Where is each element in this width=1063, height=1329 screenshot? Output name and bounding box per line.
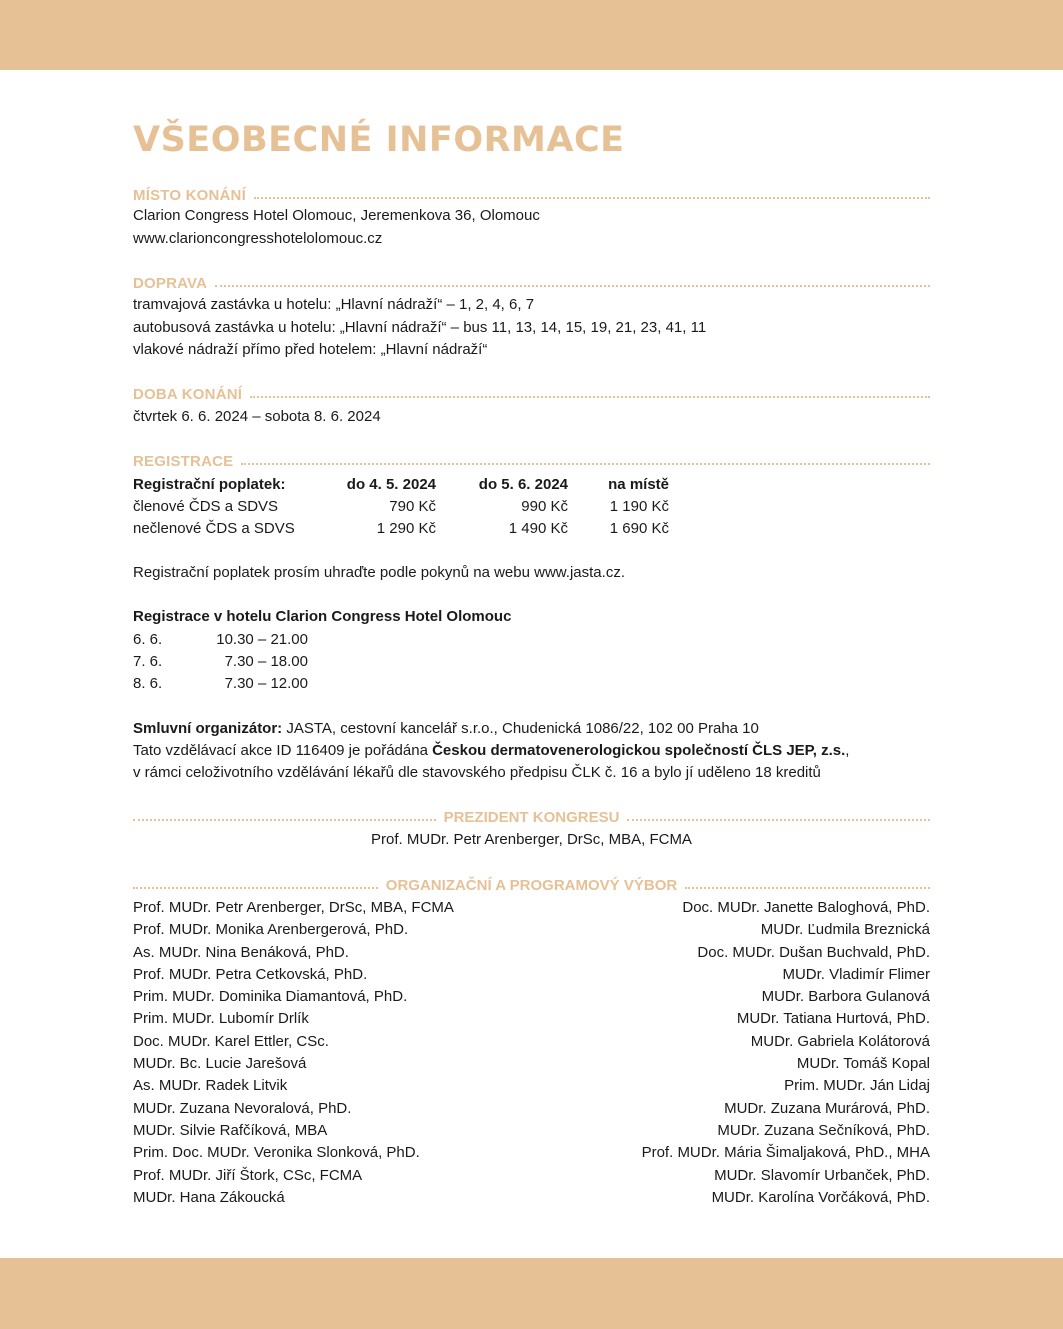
list-item <box>133 1098 930 1120</box>
fee-header-onsite: na místě <box>608 476 669 493</box>
accreditation-line-2: v rámci celoživotního vzdělávání lékařů dle stavovského předpisu ČLK č. 16 a bylo jí uděleno 18 kreditů <box>133 764 821 781</box>
accreditation-line <box>133 740 849 762</box>
list-item <box>133 1008 930 1030</box>
fee-header-early: do 4. 5. 2024 <box>346 476 436 493</box>
dotted-rule <box>627 819 930 821</box>
committee-member-left: Prof. MUDr. Jiří Štork, CSc, FCMA <box>133 1166 363 1184</box>
accreditation-prefix: Tato vzdělávací akce ID 116409 je pořádána <box>133 742 433 759</box>
list-item <box>133 1075 930 1097</box>
list-item <box>133 919 930 941</box>
list-item <box>133 1053 930 1075</box>
committee-member-right: MUDr. Vladimír Flimer <box>782 965 930 983</box>
dotted-rule <box>133 887 378 889</box>
committee-member-left: Prim. MUDr. Lubomír Drlík <box>133 1010 309 1028</box>
dotted-rule <box>215 285 930 287</box>
committee-member-left: Prof. MUDr. Monika Arenbergerová, PhD. <box>133 921 409 939</box>
committee-member-left: Prim. MUDr. Dominika Diamantová, PhD. <box>133 988 408 1006</box>
president-heading <box>133 807 930 827</box>
transport-bus: autobusová zastávka u hotelu: „Hlavní nádraží“ – bus 11, 13, 14, 15, 19, 21, 23, 41, 11 <box>133 319 707 336</box>
committee-member-right: MUDr. Karolína Vorčáková, PhD. <box>711 1188 930 1206</box>
venue-website: www.clarioncongresshotelolomouc.cz <box>133 230 383 247</box>
fee-early: 1 290 Kč <box>376 520 436 537</box>
hotel-time-row <box>133 673 433 695</box>
organizer-text: JASTA, cestovní kancelář s.r.o., Chudenická 1086/22, 102 00 Praha 10 <box>282 720 759 737</box>
committee-member-right: MUDr. Tatiana Hurtová, PhD. <box>736 1010 930 1028</box>
fee-header-label: Registrační poplatek: <box>133 476 286 493</box>
dotted-rule <box>254 197 930 199</box>
committee-member-left: Doc. MUDr. Karel Ettler, CSc. <box>133 1032 329 1050</box>
committee-member-right: MUDr. Tomáš Kopal <box>796 1055 930 1073</box>
bottom-band <box>0 1258 1063 1329</box>
committee-member-left: MUDr. Silvie Rafčíková, MBA <box>133 1121 328 1139</box>
hotel-date: 8. 6. <box>133 675 163 692</box>
list-item <box>133 1120 930 1142</box>
president-name: Prof. MUDr. Petr Arenberger, DrSc, MBA, FCMA <box>371 831 692 848</box>
organizer-line <box>133 718 759 740</box>
hotel-date: 6. 6. <box>133 631 163 648</box>
venue-heading-label: MÍSTO KONÁNÍ <box>133 186 246 204</box>
committee-member-right: MUDr. Zuzana Sečníková, PhD. <box>717 1121 930 1139</box>
list-item <box>133 964 930 986</box>
committee-member-right: MUDr. Slavomír Urbanček, PhD. <box>714 1166 930 1184</box>
list-item <box>133 942 930 964</box>
dotted-rule <box>685 887 930 889</box>
hotel-time: 10.30 – 21.00 <box>216 631 308 648</box>
hotel-time-row <box>133 651 433 673</box>
hotel-time: 7.30 – 12.00 <box>224 675 308 692</box>
dotted-rule <box>133 819 436 821</box>
list-item <box>133 1142 930 1164</box>
committee-member-right: MUDr. Gabriela Kolátorová <box>750 1032 930 1050</box>
hotel-date: 7. 6. <box>133 653 163 670</box>
top-band <box>0 0 1063 70</box>
committee-list <box>133 897 930 1209</box>
list-item <box>133 1165 930 1187</box>
fee-late: 990 Kč <box>521 498 568 515</box>
dates-heading-label: DOBA KONÁNÍ <box>133 385 243 403</box>
fee-category: nečlenové ČDS a SDVS <box>133 520 295 537</box>
venue-heading <box>133 185 930 205</box>
fee-early: 790 Kč <box>389 498 436 515</box>
transport-heading <box>133 273 930 293</box>
venue-address: Clarion Congress Hotel Olomouc, Jeremenkova 36, Olomouc <box>133 207 540 224</box>
hotel-time-row <box>133 629 433 651</box>
committee-member-right: Doc. MUDr. Dušan Buchvald, PhD. <box>697 943 930 961</box>
fee-onsite: 1 190 Kč <box>609 498 669 515</box>
accreditation-suffix: , <box>845 742 850 759</box>
committee-member-left: Prof. MUDr. Petr Arenberger, DrSc, MBA, FCMA <box>133 899 454 916</box>
list-item <box>133 897 930 919</box>
committee-member-right: MUDr. Barbora Gulanová <box>761 988 930 1006</box>
committee-member-left: Prim. Doc. MUDr. Veronika Slonková, PhD. <box>133 1144 420 1162</box>
president-heading-label: PREZIDENT KONGRESU <box>443 808 620 826</box>
list-item <box>133 986 930 1008</box>
committee-heading-label: ORGANIZAČNÍ A PROGRAMOVÝ VÝBOR <box>385 876 678 894</box>
event-dates: čtvrtek 6. 6. 2024 – sobota 8. 6. 2024 <box>133 408 381 425</box>
fee-onsite: 1 690 Kč <box>609 520 669 537</box>
registration-heading-label: REGISTRACE <box>133 452 234 470</box>
transport-train: vlakové nádraží přímo před hotelem: „Hlavní nádraží“ <box>133 341 488 358</box>
fee-category: členové ČDS a SDVS <box>133 498 279 515</box>
list-item <box>133 1031 930 1053</box>
registration-heading <box>133 451 930 471</box>
hotel-time: 7.30 – 18.00 <box>224 653 308 670</box>
committee-member-left: MUDr. Zuzana Nevoralová, PhD. <box>133 1099 352 1117</box>
page-title: VŠEOBECNÉ INFORMACE <box>133 120 625 160</box>
committee-member-right: Prim. MUDr. Ján Lidaj <box>784 1077 930 1095</box>
dotted-rule <box>250 396 930 398</box>
committee-member-left: As. MUDr. Nina Benáková, PhD. <box>133 943 349 961</box>
committee-member-right: Prof. MUDr. Mária Šimaljaková, PhD., MHA <box>641 1144 930 1162</box>
payment-note: Registrační poplatek prosím uhraďte podle pokynů na webu www.jasta.cz. <box>133 564 625 581</box>
list-item <box>133 1187 930 1209</box>
fee-header-late: do 5. 6. 2024 <box>478 476 568 493</box>
committee-member-left: MUDr. Bc. Lucie Jarešová <box>133 1055 307 1073</box>
committee-member-left: Prof. MUDr. Petra Cetkovská, PhD. <box>133 965 368 983</box>
accreditation-society: Českou dermatovenerologickou společností ČLS JEP, z.s. <box>432 742 846 759</box>
committee-member-right: MUDr. Zuzana Murárová, PhD. <box>724 1099 930 1117</box>
committee-member-left: MUDr. Hana Zákoucká <box>133 1188 285 1206</box>
transport-heading-label: DOPRAVA <box>133 274 208 292</box>
fee-late: 1 490 Kč <box>508 520 568 537</box>
organizer-label: Smluvní organizátor: <box>133 720 283 737</box>
committee-member-right: MUDr. Ľudmila Breznická <box>760 921 930 939</box>
dates-heading <box>133 384 930 404</box>
transport-tram: tramvajová zastávka u hotelu: „Hlavní nádraží“ – 1, 2, 4, 6, 7 <box>133 296 535 313</box>
committee-member-right: Doc. MUDr. Janette Baloghová, PhD. <box>682 899 930 916</box>
committee-member-left: As. MUDr. Radek Litvik <box>133 1077 288 1095</box>
committee-heading <box>133 875 930 895</box>
hotel-registration-heading: Registrace v hotelu Clarion Congress Hotel Olomouc <box>133 608 512 625</box>
dotted-rule <box>241 463 930 465</box>
